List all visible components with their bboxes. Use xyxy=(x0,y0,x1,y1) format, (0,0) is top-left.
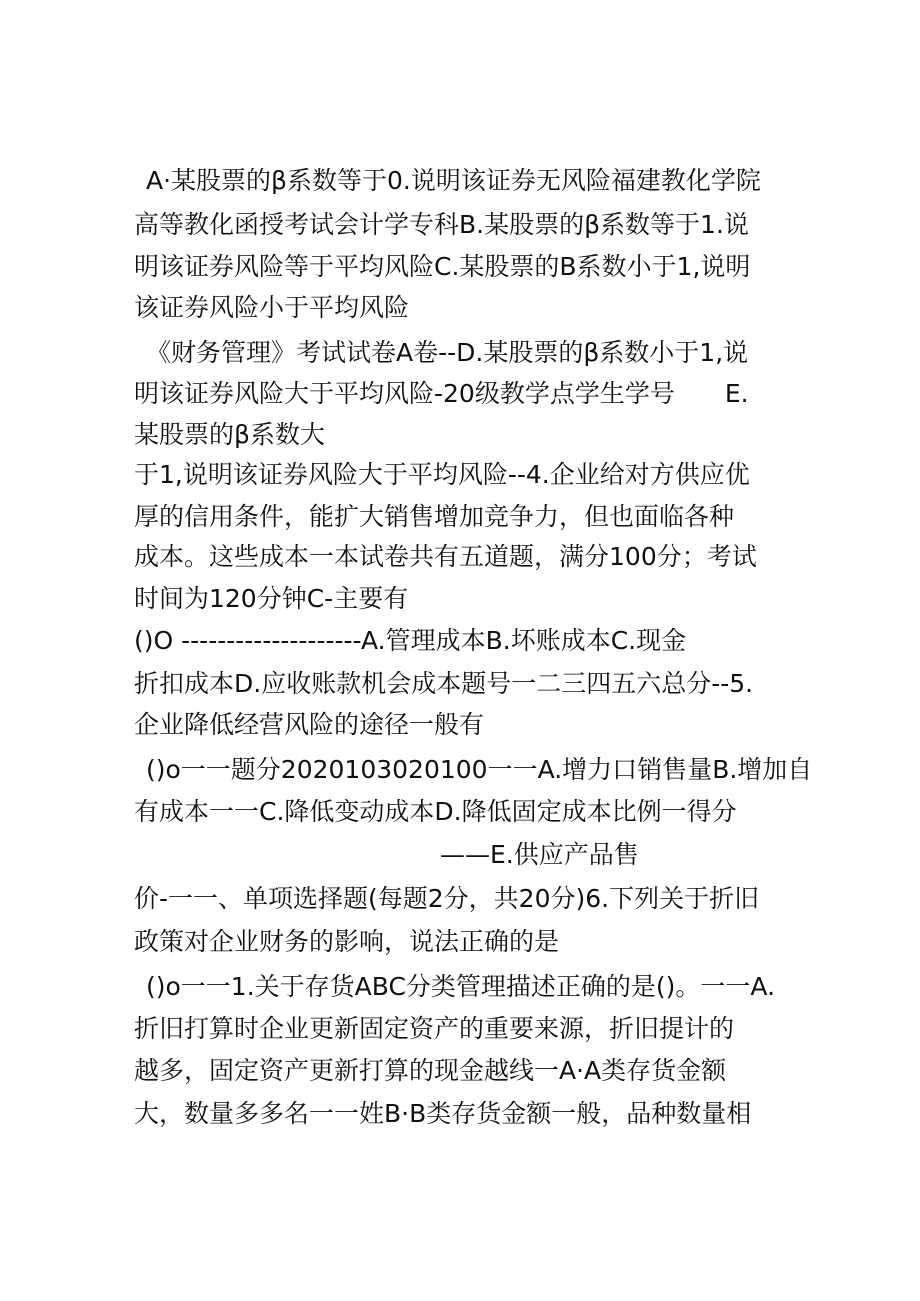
text-line: 时间为120分钟C-主要有 xyxy=(134,584,409,613)
text-line: 价-一一、单项选择题(每题2分，共20分)6.下列关于折旧 xyxy=(134,884,760,913)
text-line: 该证券风险小于平均风险 xyxy=(134,293,410,322)
text-line: 折扣成本D.应收账款机会成本题号一二三四五六总分--5. xyxy=(134,669,754,698)
text-line: 政策对企业财务的影响，说法正确的是 xyxy=(134,927,560,956)
text-line: 越多，固定资产更新打算的现金越线一A·A类存货金额 xyxy=(134,1056,727,1085)
text-line: 明该证券风险等于平均风险C.某股票的B系数小于1,说明 xyxy=(134,252,751,281)
text-line: 于1,说明该证券风险大于平均风险--4.企业给对方供应优 xyxy=(134,460,750,489)
text-line: ()o一一题分2020103020100一一A.增力口销售量B.增加自 xyxy=(146,755,813,784)
text-line: 高等教化函授考试会计学专科B.某股票的β系数等于1.说 xyxy=(134,210,749,239)
text-line: 明该证券风险大于平均风险-20级教学点学生学号 E. xyxy=(134,379,749,408)
text-line: ——E.供应产品售 xyxy=(440,840,639,869)
text-line: 成本。这些成本一本试卷共有五道题，满分100分；考试 xyxy=(134,542,757,571)
text-line: 企业降低经营风险的途径一般有 xyxy=(134,710,485,739)
text-line: 有成本一一C.降低变动成本D.降低固定成本比例一得分 xyxy=(134,797,737,826)
text-line: ()o一一1.关于存货ABC分类管理描述正确的是()。一一A. xyxy=(146,972,776,1001)
text-line: 折旧打算时企业更新固定资产的重要来源，折旧提计的 xyxy=(134,1014,735,1043)
text-line: 某股票的β系数大 xyxy=(134,420,325,449)
text-line: ()O --------------------A.管理成本B.坏账成本C.现金 xyxy=(134,626,687,655)
text-line: A·某股票的β系数等于0.说明该证券无风险福建教化学院 xyxy=(146,166,761,195)
text-line: 《财务管理》考试试卷A卷--D.某股票的β系数小于1,说 xyxy=(146,338,749,367)
text-line: 大，数量多多名一一姓B·B类存货金额一般，品种数量相 xyxy=(134,1099,752,1128)
text-line: 厚的信用条件，能扩大销售增加竞争力，但也面临各种 xyxy=(134,502,735,531)
